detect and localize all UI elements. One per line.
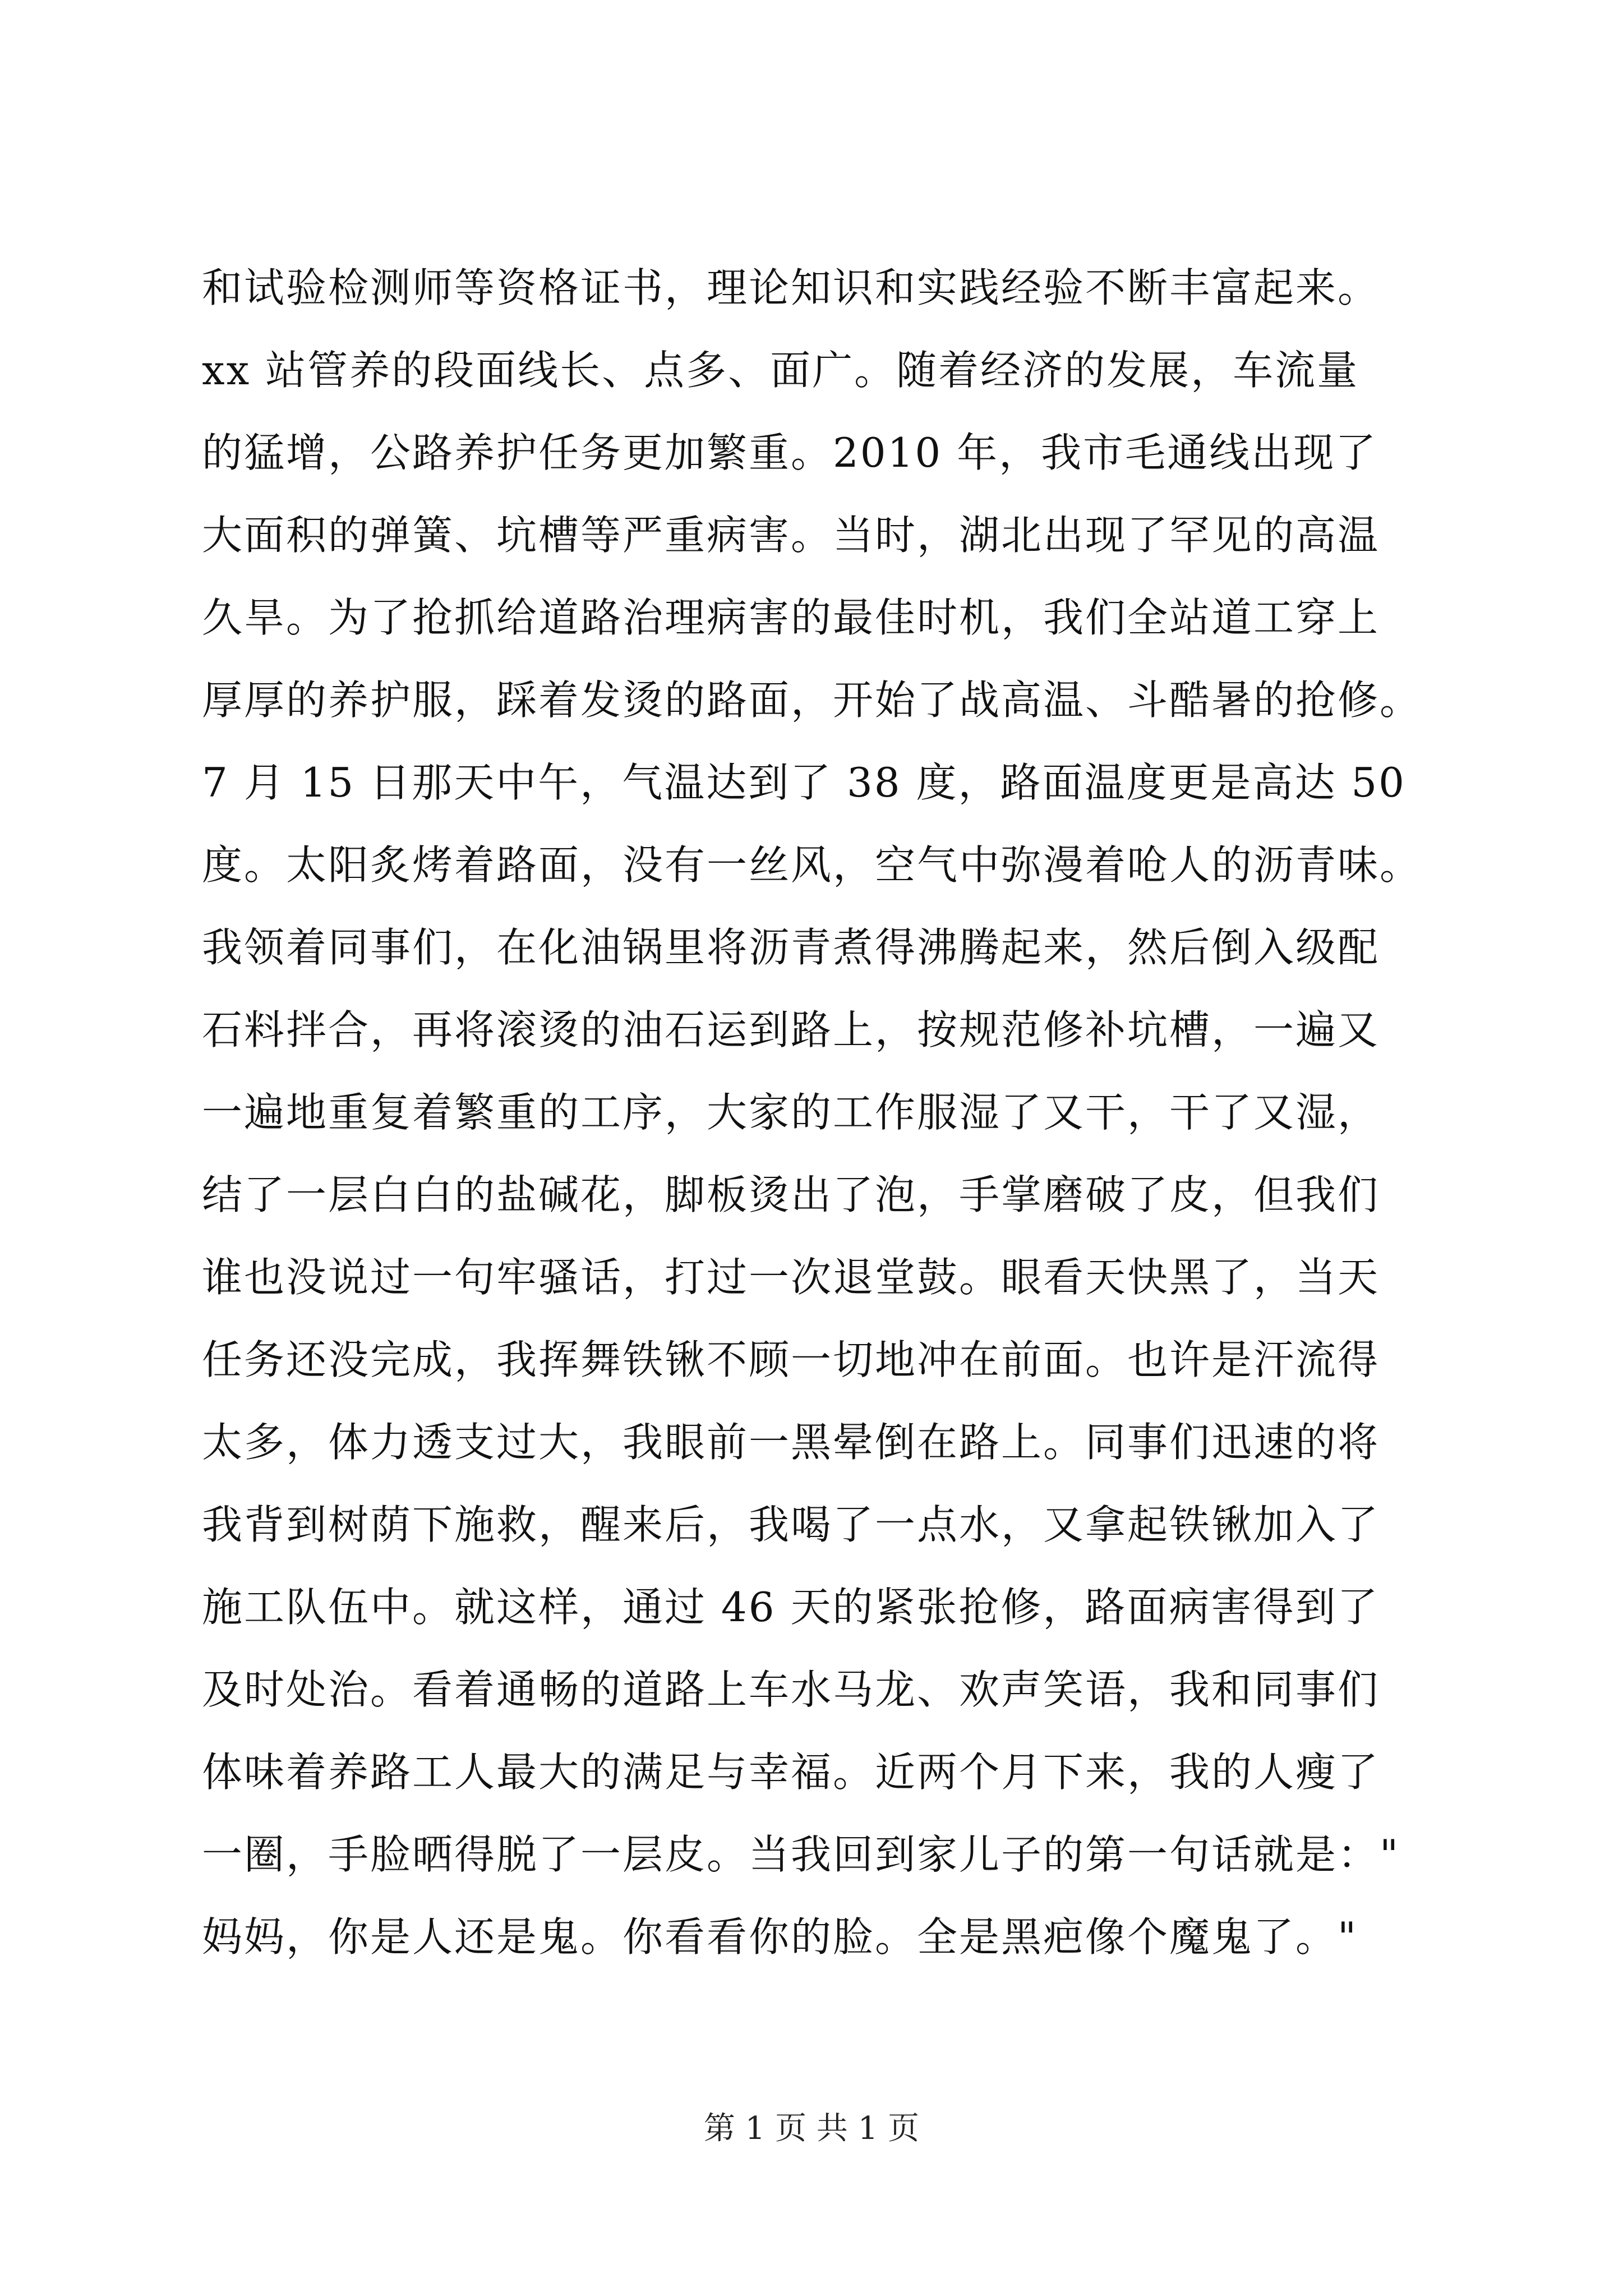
- text-line: 妈妈，你是人还是鬼。你看看你的脸。全是黑疤像个魔鬼了。": [202, 1913, 1358, 1961]
- text-line: 度。太阳炙烤着路面，没有一丝风，空气中弥漫着呛人的沥青味。: [202, 841, 1422, 889]
- text-line: 大面积的弹簧、坑槽等严重病害。当时，湖北出现了罕见的高温: [202, 512, 1380, 559]
- text-line: 和试验检测师等资格证书，理论知识和实践经验不断丰富起来。: [202, 264, 1380, 311]
- text-line: 久旱。为了抢抓给道路治理病害的最佳时机，我们全站道工穿上: [202, 594, 1380, 641]
- text-line: 石料拌合，再将滚烫的油石运到路上，按规范修补坑槽，一遍又: [202, 1006, 1380, 1053]
- text-line: 太多，体力透支过大，我眼前一黑晕倒在路上。同事们迅速的将: [202, 1419, 1380, 1466]
- text-line: 厚厚的养护服，踩着发烫的路面，开始了战高温、斗酷暑的抢修。: [202, 677, 1422, 724]
- page-number-footer: 第 1 页 共 1 页: [703, 2110, 920, 2147]
- text-line: 一遍地重复着繁重的工序，大家的工作服湿了又干，干了又湿，: [202, 1089, 1380, 1136]
- text-line: 施工队伍中。就这样，通过 46 天的紧张抢修，路面病害得到了: [202, 1584, 1380, 1631]
- text-line: 一圈，手脸晒得脱了一层皮。当我回到家儿子的第一句话就是：": [202, 1831, 1400, 1878]
- text-line: 我领着同事们，在化油锅里将沥青煮得沸腾起来，然后倒入级配: [202, 924, 1380, 971]
- body-text: [202, 247, 1430, 1978]
- text-line: 谁也没说过一句牢骚话，打过一次退堂鼓。眼看天快黑了，当天: [202, 1254, 1380, 1301]
- text-line: 我背到树荫下施救，醒来后，我喝了一点水，又拿起铁锹加入了: [202, 1501, 1380, 1548]
- text-line: 结了一层白白的盐碱花，脚板烫出了泡，手掌磨破了皮，但我们: [202, 1171, 1380, 1218]
- text-line: 任务还没完成，我挥舞铁锹不顾一切地冲在前面。也许是汗流得: [202, 1336, 1380, 1383]
- text-line: 7 月 15 日那天中午，气温达到了 38 度，路面温度更是高达 50: [202, 759, 1406, 806]
- text-line: 及时处治。看着通畅的道路上车水马龙、欢声笑语，我和同事们: [202, 1666, 1380, 1713]
- text-line: xx 站管养的段面线长、点多、面广。随着经济的发展，车流量: [202, 347, 1359, 394]
- text-line: 体味着养路工人最大的满足与幸福。近两个月下来，我的人瘦了: [202, 1749, 1380, 1796]
- text-line: 的猛增，公路养护任务更加繁重。2010 年，我市毛通线出现了: [202, 429, 1378, 476]
